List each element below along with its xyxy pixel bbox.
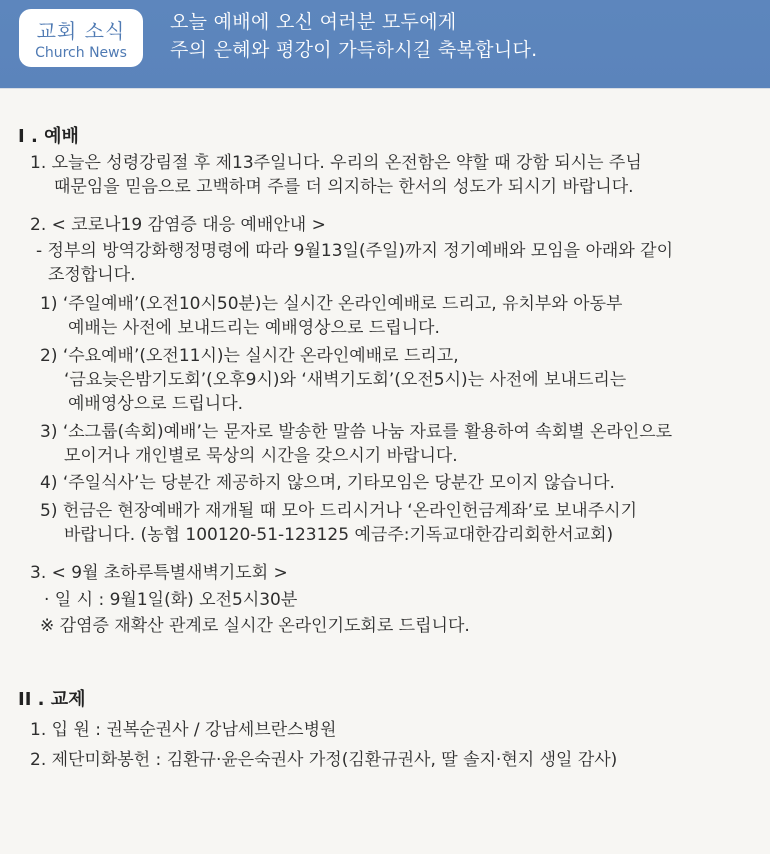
worship-sub-5-line-1: 5) 헌금은 현장예배가 재개될 때 모아 드리시거나 ‘온라인헌금계좌’로 보내주시기 <box>40 501 637 521</box>
worship-sub-4-line-1: 4) ‘주일식사’는 당분간 제공하지 않으며, 기타모임은 당분간 모이지 않습니다. <box>40 473 615 493</box>
worship-item-3-line-2: ※ 감염증 재확산 관계로 실시간 온라인기도회로 드립니다. <box>40 616 470 636</box>
header-divider <box>0 88 770 89</box>
fellowship-heading: II . 교제 <box>18 689 86 710</box>
worship-item-2-intro-line-2: 조정합니다. <box>48 265 136 285</box>
worship-item-1-line-1: 1. 오늘은 성령강림절 후 제13주일니다. 우리의 온전함은 약할 때 강함 되시는 주님 <box>30 153 642 173</box>
worship-item-3-line-1: · 일 시 : 9월1일(화) 오전5시30분 <box>44 590 298 610</box>
church-news-badge <box>19 9 143 67</box>
worship-item-2-title: 2. < 코로나19 감염증 대응 예배안내 > <box>30 215 326 235</box>
worship-item-3-title: 3. < 9월 초하루특별새벽기도회 > <box>30 563 288 583</box>
header-banner <box>0 0 770 88</box>
worship-sub-2-line-1: 2) ‘수요예배’(오전11시)는 실시간 온라인예배로 드리고, <box>40 346 459 366</box>
worship-sub-1-line-1: 1) ‘주일예배’(오전10시50분)는 실시간 온라인예배로 드리고, 유치부와 아동부 <box>40 294 623 314</box>
badge-subtitle: Church News <box>35 45 127 61</box>
greeting-message <box>170 8 537 64</box>
worship-item-2-intro-line-1: - 정부의 방역강화행정명령에 따라 9월13일(주일)까지 정기예배와 모임을 아래와 같이 <box>36 241 674 261</box>
worship-heading: I . 예배 <box>18 126 79 147</box>
worship-item-1-line-2: 때문임을 믿음으로 고백하며 주를 더 의지하는 한서의 성도가 되시기 바랍니다. <box>54 177 634 197</box>
worship-sub-3-line-2: 모이거나 개인별로 묵상의 시간을 갖으시기 바랍니다. <box>64 446 458 466</box>
worship-sub-1-line-2: 예배는 사전에 보내드리는 예배영상으로 드립니다. <box>68 318 440 338</box>
greeting-line-1: 오늘 예배에 오신 여러분 모두에게 <box>170 11 457 33</box>
fellowship-item-2: 2. 제단미화봉헌 : 김환규·윤은숙권사 가정(김환규권사, 딸 솔지·현지 생일 감사) <box>30 750 618 770</box>
greeting-line-2: 주의 은혜와 평강이 가득하시길 축복합니다. <box>170 39 538 61</box>
worship-sub-2-line-2: ‘금요늦은밤기도회’(오후9시)와 ‘새벽기도회’(오전5시)는 사전에 보내드리는 <box>64 370 627 390</box>
worship-sub-3-line-1: 3) ‘소그룹(속회)예배’는 문자로 발송한 말씀 나눔 자료를 활용하여 속회별 온라인으로 <box>40 422 673 442</box>
worship-sub-2-line-3: 예배영상으로 드립니다. <box>68 394 244 414</box>
fellowship-item-1: 1. 입 원 : 권복순권사 / 강남세브란스병원 <box>30 720 337 740</box>
worship-sub-5-line-2: 바랍니다. (농협 100120-51-123125 예금주:기독교대한감리회한서교회) <box>64 525 614 545</box>
badge-title: 교회 소식 <box>36 19 126 43</box>
